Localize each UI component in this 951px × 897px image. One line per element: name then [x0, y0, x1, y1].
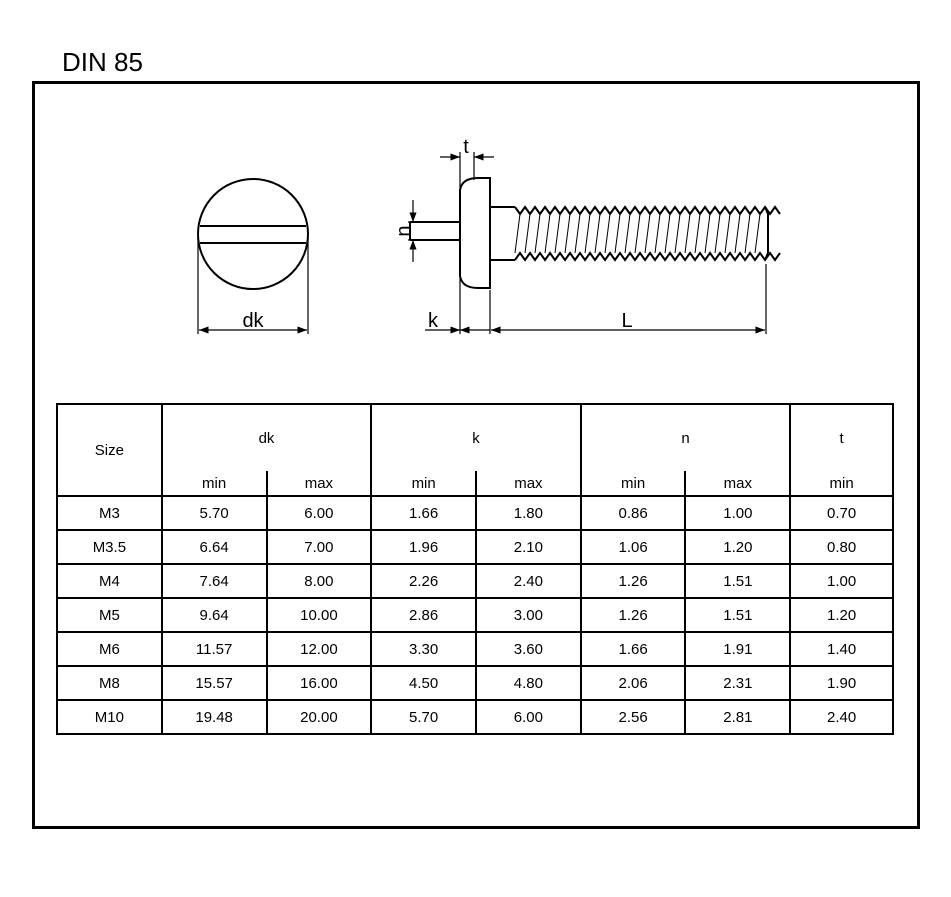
t-min-header: min: [790, 471, 893, 496]
value-cell: 10.00: [267, 598, 372, 632]
t-label: t: [463, 136, 469, 158]
value-cell: 6.00: [267, 496, 372, 530]
size-cell: M5: [57, 598, 162, 632]
k-L-dimension: [425, 264, 766, 334]
value-cell: 2.31: [685, 666, 790, 700]
value-cell: 1.26: [581, 598, 686, 632]
k-max-header: max: [476, 471, 581, 496]
value-cell: 2.40: [790, 700, 893, 734]
value-cell: 11.57: [162, 632, 267, 666]
value-cell: 1.80: [476, 496, 581, 530]
dk-min-header: min: [162, 471, 267, 496]
value-cell: 1.66: [371, 496, 476, 530]
table-row: [57, 700, 893, 734]
page-title: DIN 85: [62, 47, 143, 77]
value-cell: 5.70: [371, 700, 476, 734]
value-cell: 1.00: [685, 496, 790, 530]
value-cell: 6.64: [162, 530, 267, 564]
L-label: L: [621, 310, 633, 332]
value-cell: 6.00: [476, 700, 581, 734]
table-row: [57, 564, 893, 598]
value-cell: 1.06: [581, 530, 686, 564]
value-cell: 2.86: [371, 598, 476, 632]
n-min-header: min: [581, 471, 686, 496]
value-cell: 1.51: [685, 598, 790, 632]
table-row: [57, 666, 893, 700]
value-cell: 3.60: [476, 632, 581, 666]
value-cell: 2.40: [476, 564, 581, 598]
value-cell: 2.81: [685, 700, 790, 734]
value-cell: 1.96: [371, 530, 476, 564]
table-row: [57, 598, 893, 632]
value-cell: 4.50: [371, 666, 476, 700]
value-cell: 1.00: [790, 564, 893, 598]
table-sub-header-row: [57, 471, 893, 496]
value-cell: 1.91: [685, 632, 790, 666]
head-top-view: [198, 179, 308, 289]
value-cell: 1.26: [581, 564, 686, 598]
dk-max-header: max: [267, 471, 372, 496]
value-cell: 1.66: [581, 632, 686, 666]
value-cell: 4.80: [476, 666, 581, 700]
size-cell: M8: [57, 666, 162, 700]
value-cell: 1.51: [685, 564, 790, 598]
value-cell: 1.40: [790, 632, 893, 666]
t-header: t: [790, 404, 893, 471]
table-row: [57, 632, 893, 666]
screw-side-view: [410, 178, 780, 288]
k-header: k: [371, 404, 580, 471]
value-cell: 2.56: [581, 700, 686, 734]
size-cell: M10: [57, 700, 162, 734]
value-cell: 9.64: [162, 598, 267, 632]
dk-header: dk: [162, 404, 372, 471]
value-cell: 0.86: [581, 496, 686, 530]
n-max-header: max: [685, 471, 790, 496]
size-header: Size: [57, 404, 162, 496]
size-cell: M3.5: [57, 530, 162, 564]
value-cell: 1.20: [685, 530, 790, 564]
dk-label: dk: [242, 310, 264, 332]
table-row: [57, 530, 893, 564]
value-cell: 15.57: [162, 666, 267, 700]
value-cell: 20.00: [267, 700, 372, 734]
value-cell: 3.30: [371, 632, 476, 666]
k-label: k: [428, 310, 438, 332]
table-group-header-row: [57, 404, 893, 471]
value-cell: 19.48: [162, 700, 267, 734]
value-cell: 0.80: [790, 530, 893, 564]
value-cell: 1.20: [790, 598, 893, 632]
n-header: n: [581, 404, 790, 471]
size-cell: M6: [57, 632, 162, 666]
value-cell: 3.00: [476, 598, 581, 632]
value-cell: 0.70: [790, 496, 893, 530]
value-cell: 2.06: [581, 666, 686, 700]
size-cell: M4: [57, 564, 162, 598]
dimension-table: [56, 403, 894, 735]
value-cell: 5.70: [162, 496, 267, 530]
screw-technical-drawing: [0, 0, 951, 400]
table-row: [57, 496, 893, 530]
n-label: n: [393, 225, 415, 237]
value-cell: 8.00: [267, 564, 372, 598]
value-cell: 16.00: [267, 666, 372, 700]
value-cell: 2.26: [371, 564, 476, 598]
k-min-header: min: [371, 471, 476, 496]
value-cell: 7.64: [162, 564, 267, 598]
size-cell: M3: [57, 496, 162, 530]
value-cell: 12.00: [267, 632, 372, 666]
value-cell: 2.10: [476, 530, 581, 564]
value-cell: 7.00: [267, 530, 372, 564]
value-cell: 1.90: [790, 666, 893, 700]
